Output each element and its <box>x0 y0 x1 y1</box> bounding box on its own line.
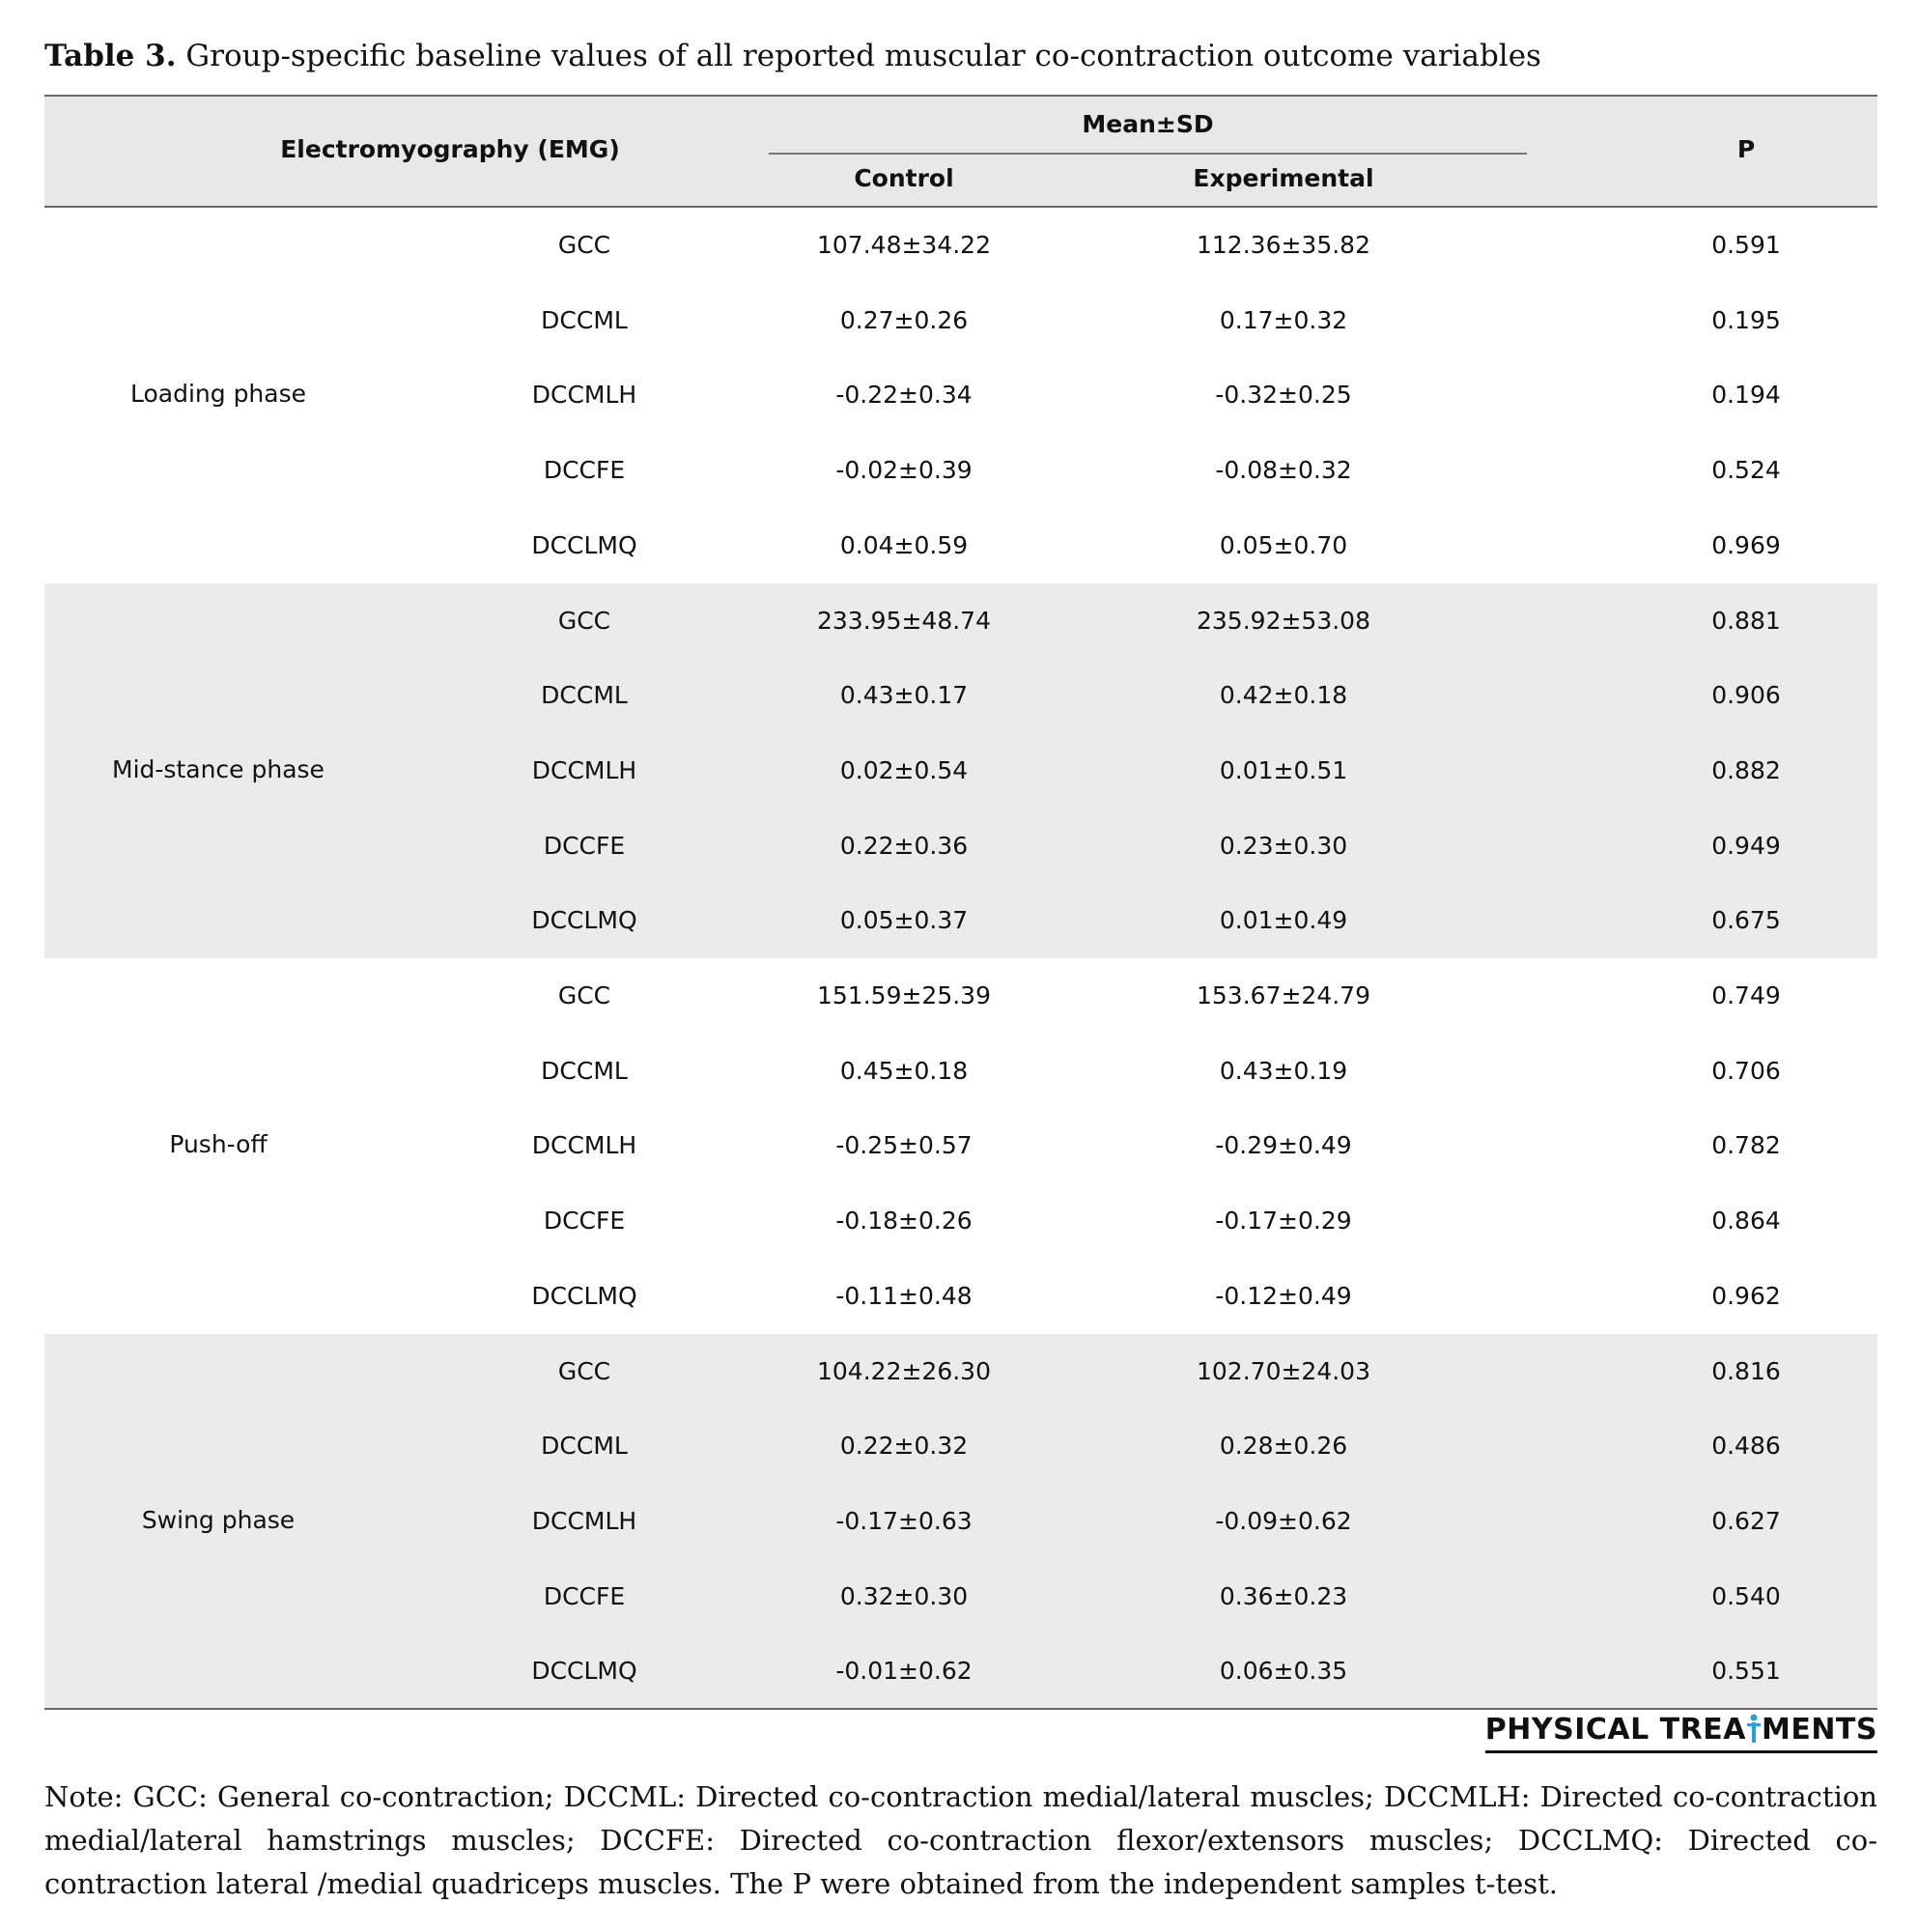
header-experimental: Experimental <box>1193 164 1374 192</box>
p-value-cell: 0.591 <box>1711 231 1781 259</box>
control-cell: 0.22±0.36 <box>839 831 969 860</box>
experimental-cell: -0.32±0.25 <box>1215 381 1352 410</box>
control-cell: 0.04±0.59 <box>839 530 969 559</box>
header-control: Control <box>854 164 954 192</box>
table-row <box>44 1334 1877 1409</box>
variable-cell: DCCFE <box>543 831 626 860</box>
experimental-cell: 0.28±0.26 <box>1219 1432 1348 1461</box>
caption-label: Table 3. <box>44 39 177 73</box>
control-cell: -0.18±0.26 <box>835 1207 973 1236</box>
variable-cell: GCC <box>557 231 611 259</box>
p-value-cell: 0.962 <box>1711 1281 1781 1310</box>
variable-cell: GCC <box>557 981 611 1009</box>
table-row <box>44 283 1877 358</box>
table-row <box>44 958 1877 1034</box>
control-cell: -0.01±0.62 <box>835 1657 973 1686</box>
p-value-cell: 0.906 <box>1711 681 1781 710</box>
p-value-cell: 0.782 <box>1711 1131 1781 1160</box>
variable-cell: DCCML <box>541 305 628 334</box>
table-row <box>44 1034 1877 1109</box>
table-header <box>44 97 1877 207</box>
control-cell: -0.11±0.48 <box>835 1281 973 1310</box>
control-cell: 0.05±0.37 <box>839 906 969 935</box>
control-cell: 0.43±0.17 <box>839 681 969 710</box>
control-cell: 233.95±48.74 <box>817 606 991 635</box>
table-note: Note: GCC: General co-contraction; DCCML: Directed co-contraction medial/lateral muscles; DCCMLH: Directed co-contraction medial/lateral hamstrings muscles; DCCFE: Directed co-contraction flexor/extensors muscles; DCCLMQ: Directed co-contraction lateral /medial quadriceps muscles. The P were obtained from the independent samples t-test. <box>44 1780 1877 1900</box>
logo-text-right: MENTS <box>1761 1713 1877 1747</box>
variable-cell: DCCML <box>541 1056 628 1085</box>
variable-cell: DCCMLH <box>531 381 637 410</box>
phase-label: Push-off <box>169 1130 268 1159</box>
p-value-cell: 0.551 <box>1711 1657 1781 1686</box>
table-row <box>44 508 1877 583</box>
control-cell: 151.59±25.39 <box>817 981 991 1009</box>
phase-label: Swing phase <box>141 1505 296 1534</box>
p-value-cell: 0.524 <box>1711 456 1781 485</box>
phase-group <box>44 208 1877 583</box>
table-row <box>44 1183 1877 1259</box>
experimental-cell: 0.43±0.19 <box>1219 1056 1348 1085</box>
table-row <box>44 357 1877 433</box>
p-value-cell: 0.540 <box>1711 1581 1781 1610</box>
table-row <box>44 208 1877 283</box>
p-value-cell: 0.706 <box>1711 1056 1781 1085</box>
header-mean-sd-underline <box>769 153 1527 155</box>
p-value-cell: 0.949 <box>1711 831 1781 860</box>
experimental-cell: 0.06±0.35 <box>1219 1657 1348 1686</box>
experimental-cell: 102.70±24.03 <box>1197 1356 1370 1385</box>
table-row <box>44 433 1877 508</box>
experimental-cell: 0.01±0.49 <box>1219 906 1348 935</box>
variable-cell: DCCML <box>541 681 628 710</box>
variable-cell: DCCLMQ <box>531 906 637 935</box>
header-mean-sd: Mean±SD <box>1082 110 1214 138</box>
p-value-cell: 0.195 <box>1711 305 1781 334</box>
experimental-cell: 112.36±35.82 <box>1197 231 1370 259</box>
variable-cell: DCCML <box>541 1432 628 1461</box>
table-row <box>44 658 1877 733</box>
experimental-cell: 0.42±0.18 <box>1219 681 1348 710</box>
control-cell: 0.27±0.26 <box>839 305 969 334</box>
header-emg: Electromyography (EMG) <box>280 135 620 163</box>
phase-label: Loading phase <box>129 380 307 409</box>
experimental-cell: -0.12±0.49 <box>1215 1281 1352 1310</box>
bottom-rule <box>44 1708 1877 1710</box>
control-cell: 0.02±0.54 <box>839 755 969 784</box>
table-row <box>44 1484 1877 1559</box>
phase-group <box>44 958 1877 1334</box>
table-caption <box>44 35 1877 77</box>
p-value-cell: 0.749 <box>1711 981 1781 1009</box>
experimental-cell: 0.23±0.30 <box>1219 831 1348 860</box>
table-row <box>44 1108 1877 1183</box>
variable-cell: DCCLMQ <box>531 1281 637 1310</box>
experimental-cell: -0.17±0.29 <box>1215 1207 1352 1236</box>
table-row <box>44 1559 1877 1634</box>
table-row <box>44 733 1877 809</box>
p-value-cell: 0.969 <box>1711 530 1781 559</box>
experimental-cell: 153.67±24.79 <box>1197 981 1370 1009</box>
experimental-cell: -0.08±0.32 <box>1215 456 1352 485</box>
control-cell: -0.25±0.57 <box>835 1131 973 1160</box>
experimental-cell: 0.01±0.51 <box>1219 755 1348 784</box>
phase-label: Mid-stance phase <box>112 754 324 783</box>
control-cell: -0.02±0.39 <box>835 456 973 485</box>
p-value-cell: 0.675 <box>1711 906 1781 935</box>
variable-cell: DCCFE <box>543 1207 626 1236</box>
control-cell: -0.17±0.63 <box>835 1506 973 1535</box>
p-value-cell: 0.882 <box>1711 755 1781 784</box>
p-value-cell: 0.627 <box>1711 1506 1781 1535</box>
experimental-cell: -0.29±0.49 <box>1215 1131 1352 1160</box>
p-value-cell: 0.864 <box>1711 1207 1781 1236</box>
variable-cell: GCC <box>557 1356 611 1385</box>
table-row <box>44 809 1877 884</box>
table-row <box>44 883 1877 958</box>
phase-group <box>44 583 1877 959</box>
experimental-cell: 235.92±53.08 <box>1197 606 1370 635</box>
header-p: P <box>1736 135 1756 163</box>
variable-cell: DCCLMQ <box>531 530 637 559</box>
p-value-cell: 0.881 <box>1711 606 1781 635</box>
variable-cell: DCCMLH <box>531 1131 637 1160</box>
variable-cell: DCCFE <box>543 456 626 485</box>
caption-text: Group-specific baseline values of all reported muscular co-contraction outcome variables <box>185 39 1541 73</box>
table-row <box>44 583 1877 659</box>
experimental-cell: -0.09±0.62 <box>1215 1506 1352 1535</box>
experimental-cell: 0.36±0.23 <box>1219 1581 1348 1610</box>
logo-text-left: PHYSICAL TREA <box>1484 1713 1746 1747</box>
control-cell: 104.22±26.30 <box>817 1356 991 1385</box>
control-cell: 107.48±34.22 <box>817 231 991 259</box>
variable-cell: DCCMLH <box>531 755 637 784</box>
experimental-cell: 0.05±0.70 <box>1219 530 1348 559</box>
control-cell: -0.22±0.34 <box>835 381 973 410</box>
variable-cell: GCC <box>557 606 611 635</box>
human-figure-icon <box>1746 1714 1762 1752</box>
journal-logo <box>1485 1712 1877 1753</box>
p-value-cell: 0.194 <box>1711 381 1781 410</box>
table-row <box>44 1634 1877 1709</box>
control-cell: 0.22±0.32 <box>839 1432 969 1461</box>
variable-cell: DCCFE <box>543 1581 626 1610</box>
table-row <box>44 1408 1877 1484</box>
variable-cell: DCCMLH <box>531 1506 637 1535</box>
experimental-cell: 0.17±0.32 <box>1219 305 1348 334</box>
p-value-cell: 0.486 <box>1711 1432 1781 1461</box>
phase-group <box>44 1334 1877 1710</box>
control-cell: 0.45±0.18 <box>839 1056 969 1085</box>
p-value-cell: 0.816 <box>1711 1356 1781 1385</box>
table-row <box>44 1259 1877 1334</box>
control-cell: 0.32±0.30 <box>839 1581 969 1610</box>
variable-cell: DCCLMQ <box>531 1657 637 1686</box>
